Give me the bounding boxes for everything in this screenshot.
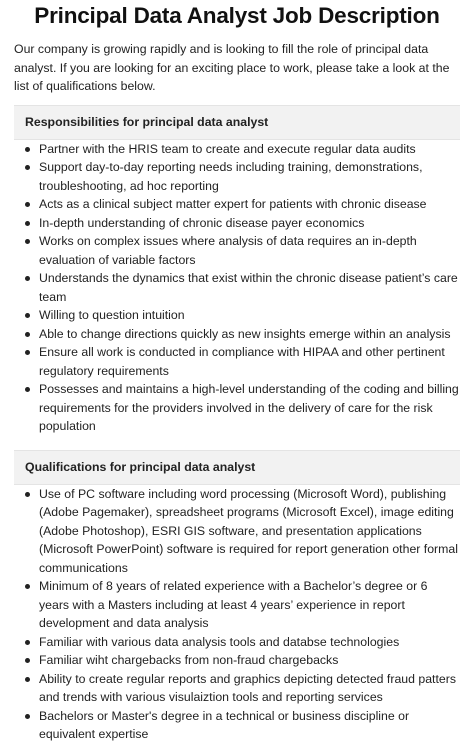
list-item: Familiar wiht chargebacks from non-fraud chargebacks: [14, 651, 460, 670]
list-item: Works on complex issues where analysis of data requires an in-depth evaluation of variable factors: [14, 232, 460, 269]
list-item: Familiar with various data analysis tools and databse technologies: [14, 633, 460, 652]
list-item: Willing to question intuition: [14, 306, 460, 325]
list-item: Partner with the HRIS team to create and execute regular data audits: [14, 140, 460, 159]
list-item: Use of PC software including word processing (Microsoft Word), publishing (Adobe Pagemaker), spreadsheet programs (Microsoft Excel), image editing (Adobe Photoshop), ESRI GIS software, and presentation applications (Microsoft PowerPoint) software is required for report generation other formal communications: [14, 485, 460, 578]
list-item: Support day-to-day reporting needs including training, demonstrations, troubleshooting, ad hoc reporting: [14, 158, 460, 195]
responsibilities-list: [14, 140, 460, 436]
page-title: Principal Data Analyst Job Description: [34, 3, 440, 28]
list-item: Ability to create regular reports and graphics depicting detected fraud patters and trends with various visulaiztion tools and reporting services: [14, 670, 460, 707]
list-item: Possesses and maintains a high-level understanding of the coding and billing requirements for the providers involved in the delivery of care for the risk population: [14, 380, 460, 436]
list-item: Understands the dynamics that exist within the chronic disease patient’s care team: [14, 269, 460, 306]
list-item: Able to change directions quickly as new insights emerge within an analysis: [14, 325, 460, 344]
list-item: In-depth understanding of chronic disease payer economics: [14, 214, 460, 233]
qualifications-heading: Qualifications for principal data analyst: [14, 450, 460, 485]
qualifications-list: [14, 485, 460, 744]
intro-paragraph: Our company is growing rapidly and is looking to fill the role of principal data analyst. If you are looking for an exciting place to work, please take a look at the list of qualifications below.: [14, 42, 450, 93]
list-item: Ensure all work is conducted in compliance with HIPAA and other pertinent regulatory requirements: [14, 343, 460, 380]
list-item: Acts as a clinical subject matter expert for patients with chronic disease: [14, 195, 460, 214]
list-item: Minimum of 8 years of related experience with a Bachelor’s degree or 6 years with a Masters including at least 4 years’ experience in report development and data analysis: [14, 577, 460, 633]
list-item: Bachelors or Master's degree in a technical or business discipline or equivalent expertise: [14, 707, 460, 744]
responsibilities-heading: Responsibilities for principal data analyst: [14, 105, 460, 140]
